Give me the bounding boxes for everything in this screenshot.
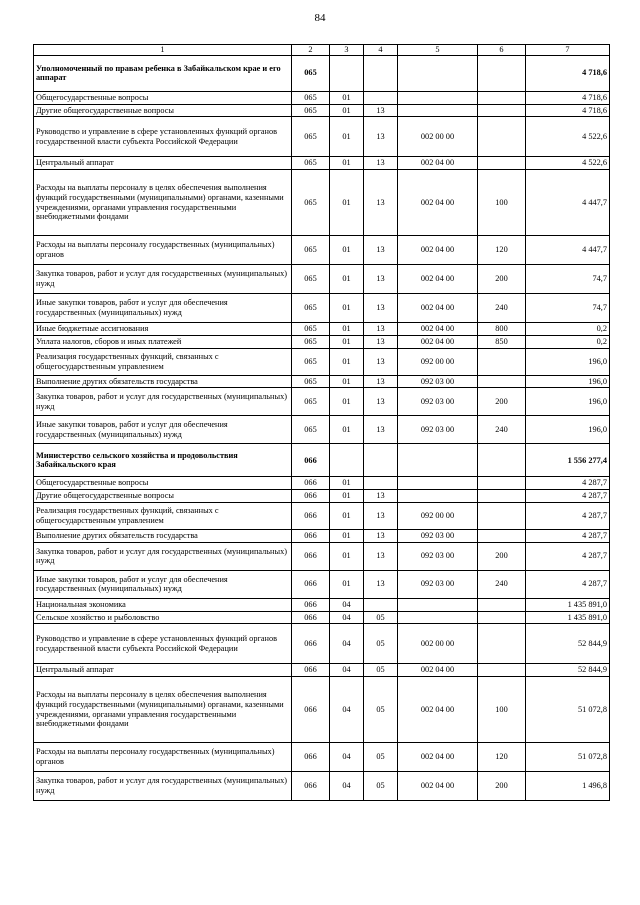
target-article-code (398, 91, 478, 104)
section-code (330, 444, 364, 477)
amount: 4 287,7 (526, 570, 610, 598)
amount: 4 522,6 (526, 157, 610, 170)
subsection-code: 13 (364, 323, 398, 336)
row-description: Общегосударственные вопросы (34, 91, 292, 104)
ministry-code: 066 (292, 743, 330, 772)
expense-type-code: 800 (478, 323, 526, 336)
subsection-code: 13 (364, 530, 398, 543)
table-row (34, 530, 610, 543)
ministry-code: 065 (292, 157, 330, 170)
table-row (34, 743, 610, 772)
ministry-code: 065 (292, 375, 330, 388)
amount: 196,0 (526, 375, 610, 388)
subsection-code: 13 (364, 157, 398, 170)
section-code: 04 (330, 772, 364, 801)
ministry-code: 066 (292, 664, 330, 677)
target-article-code (398, 477, 478, 490)
expense-type-code: 240 (478, 570, 526, 598)
expense-type-code (478, 624, 526, 664)
subsection-code: 13 (364, 104, 398, 117)
amount: 4 287,7 (526, 490, 610, 503)
section-code: 01 (330, 323, 364, 336)
section-code: 01 (330, 170, 364, 236)
section-code: 01 (330, 388, 364, 416)
amount: 4 447,7 (526, 236, 610, 265)
ministry-code: 066 (292, 490, 330, 503)
row-description: Выполнение других обязательств государства (34, 530, 292, 543)
amount: 4 287,7 (526, 503, 610, 530)
row-description: Уплата налогов, сборов и иных платежей (34, 335, 292, 348)
row-description: Закупка товаров, работ и услуг для государственных (муниципальных) нужд (34, 265, 292, 294)
ministry-code: 065 (292, 294, 330, 323)
expense-type-code (478, 611, 526, 624)
target-article-code: 002 04 00 (398, 294, 478, 323)
amount: 196,0 (526, 348, 610, 375)
table-row (34, 624, 610, 664)
section-code: 01 (330, 570, 364, 598)
row-description: Уполномоченный по правам ребенка в Забайкальском крае и его аппарат (34, 55, 292, 91)
table-row (34, 490, 610, 503)
subsection-code: 13 (364, 170, 398, 236)
subsection-code: 13 (364, 490, 398, 503)
subsection-code (364, 598, 398, 611)
row-description: Закупка товаров, работ и услуг для государственных (муниципальных) нужд (34, 388, 292, 416)
table-row (34, 157, 610, 170)
section-code: 01 (330, 542, 364, 570)
section-code (330, 55, 364, 91)
section-code: 01 (330, 236, 364, 265)
amount: 0,2 (526, 323, 610, 336)
expense-type-code (478, 490, 526, 503)
row-description: Сельское хозяйство и рыболовство (34, 611, 292, 624)
amount: 4 718,6 (526, 91, 610, 104)
expense-type-code (478, 117, 526, 157)
table-row (34, 477, 610, 490)
expense-type-code: 200 (478, 772, 526, 801)
ministry-code: 065 (292, 117, 330, 157)
row-description: Иные закупки товаров, работ и услуг для обеспечения государственных (муниципальных) нужд (34, 416, 292, 444)
expense-type-code (478, 91, 526, 104)
subsection-code (364, 91, 398, 104)
section-code: 01 (330, 477, 364, 490)
ministry-code: 066 (292, 570, 330, 598)
section-code: 01 (330, 265, 364, 294)
amount: 1 496,8 (526, 772, 610, 801)
row-description: Руководство и управление в сфере установленных функций органов государственной власти субъекта Российской Федерации (34, 624, 292, 664)
amount: 74,7 (526, 265, 610, 294)
expense-type-code: 240 (478, 294, 526, 323)
row-description: Центральный аппарат (34, 664, 292, 677)
target-article-code: 002 00 00 (398, 624, 478, 664)
expense-type-code (478, 598, 526, 611)
subsection-code: 13 (364, 294, 398, 323)
row-description: Общегосударственные вопросы (34, 477, 292, 490)
target-article-code: 092 03 00 (398, 542, 478, 570)
amount: 0,2 (526, 335, 610, 348)
amount: 4 718,6 (526, 55, 610, 91)
ministry-code: 066 (292, 611, 330, 624)
target-article-code (398, 490, 478, 503)
expense-type-code: 240 (478, 416, 526, 444)
ministry-code: 065 (292, 170, 330, 236)
expense-type-code (478, 530, 526, 543)
row-description: Иные бюджетные ассигнования (34, 323, 292, 336)
subsection-code: 05 (364, 772, 398, 801)
column-header: 1 (34, 45, 292, 56)
table-row (34, 416, 610, 444)
subsection-code: 13 (364, 117, 398, 157)
ministry-code: 065 (292, 416, 330, 444)
row-description: Национальная экономика (34, 598, 292, 611)
amount: 4 287,7 (526, 530, 610, 543)
subsection-code: 13 (364, 236, 398, 265)
amount: 52 844,9 (526, 624, 610, 664)
amount: 51 072,8 (526, 743, 610, 772)
target-article-code: 092 03 00 (398, 375, 478, 388)
table-row (34, 335, 610, 348)
amount: 1 556 277,4 (526, 444, 610, 477)
ministry-code: 066 (292, 477, 330, 490)
target-article-code: 002 04 00 (398, 743, 478, 772)
page-number: 84 (314, 12, 326, 24)
expense-type-code (478, 55, 526, 91)
column-header: 2 (292, 45, 330, 56)
expense-type-code: 200 (478, 542, 526, 570)
expense-type-code (478, 444, 526, 477)
ministry-code: 066 (292, 542, 330, 570)
row-description: Другие общегосударственные вопросы (34, 490, 292, 503)
column-header: 7 (526, 45, 610, 56)
section-code: 04 (330, 624, 364, 664)
expense-type-code (478, 664, 526, 677)
target-article-code: 002 04 00 (398, 236, 478, 265)
row-description: Руководство и управление в сфере установленных функций органов государственной власти субъекта Российской Федерации (34, 117, 292, 157)
table-row (34, 570, 610, 598)
table-row (34, 444, 610, 477)
section-code: 01 (330, 416, 364, 444)
expense-type-code: 850 (478, 335, 526, 348)
table-row (34, 294, 610, 323)
section-code: 01 (330, 375, 364, 388)
section-code: 01 (330, 117, 364, 157)
budget-table (33, 44, 610, 801)
table-row (34, 91, 610, 104)
row-description: Другие общегосударственные вопросы (34, 104, 292, 117)
amount: 74,7 (526, 294, 610, 323)
expense-type-code: 100 (478, 170, 526, 236)
table-row (34, 542, 610, 570)
table-row (34, 236, 610, 265)
section-code: 04 (330, 664, 364, 677)
table-row (34, 170, 610, 236)
amount: 196,0 (526, 388, 610, 416)
expense-type-code: 100 (478, 677, 526, 743)
row-description: Расходы на выплаты персоналу в целях обеспечения выполнения функций государственными (муниципальными) органами, казенными учреждениями, органами управления государственными внебюджетными фондами (34, 677, 292, 743)
expense-type-code (478, 348, 526, 375)
table-row (34, 598, 610, 611)
target-article-code: 002 04 00 (398, 335, 478, 348)
table-row (34, 375, 610, 388)
amount: 4 287,7 (526, 477, 610, 490)
table-row (34, 772, 610, 801)
section-code: 01 (330, 503, 364, 530)
subsection-code (364, 55, 398, 91)
subsection-code: 05 (364, 611, 398, 624)
expense-type-code: 200 (478, 388, 526, 416)
column-header: 6 (478, 45, 526, 56)
section-code: 04 (330, 598, 364, 611)
amount: 4 287,7 (526, 542, 610, 570)
table-row (34, 348, 610, 375)
ministry-code: 065 (292, 236, 330, 265)
table-row (34, 503, 610, 530)
target-article-code: 092 03 00 (398, 570, 478, 598)
section-code: 04 (330, 677, 364, 743)
amount: 4 447,7 (526, 170, 610, 236)
target-article-code (398, 55, 478, 91)
table-row (34, 323, 610, 336)
table-row (34, 664, 610, 677)
target-article-code: 002 04 00 (398, 677, 478, 743)
section-code: 01 (330, 530, 364, 543)
table-row (34, 388, 610, 416)
subsection-code: 13 (364, 542, 398, 570)
ministry-code: 065 (292, 91, 330, 104)
table-header-row (34, 45, 610, 56)
row-description: Выполнение других обязательств государства (34, 375, 292, 388)
amount: 1 435 891,0 (526, 611, 610, 624)
expense-type-code (478, 477, 526, 490)
target-article-code: 092 03 00 (398, 530, 478, 543)
section-code: 01 (330, 348, 364, 375)
section-code: 01 (330, 91, 364, 104)
subsection-code: 05 (364, 677, 398, 743)
expense-type-code: 120 (478, 743, 526, 772)
target-article-code: 092 03 00 (398, 416, 478, 444)
section-code: 01 (330, 335, 364, 348)
target-article-code: 002 04 00 (398, 157, 478, 170)
ministry-code: 065 (292, 104, 330, 117)
target-article-code: 092 00 00 (398, 348, 478, 375)
target-article-code (398, 611, 478, 624)
table-row (34, 677, 610, 743)
row-description: Закупка товаров, работ и услуг для государственных (муниципальных) нужд (34, 772, 292, 801)
target-article-code: 002 04 00 (398, 323, 478, 336)
ministry-code: 065 (292, 348, 330, 375)
ministry-code: 065 (292, 323, 330, 336)
target-article-code: 092 00 00 (398, 503, 478, 530)
ministry-code: 065 (292, 265, 330, 294)
target-article-code: 002 04 00 (398, 664, 478, 677)
subsection-code: 13 (364, 265, 398, 294)
target-article-code: 092 03 00 (398, 388, 478, 416)
subsection-code (364, 477, 398, 490)
row-description: Расходы на выплаты персоналу в целях обеспечения выполнения функций государственными (муниципальными) органами, казенными учреждениями, органами управления государственными внебюджетными фондами (34, 170, 292, 236)
row-description: Иные закупки товаров, работ и услуг для обеспечения государственных (муниципальных) нужд (34, 294, 292, 323)
target-article-code: 002 04 00 (398, 265, 478, 294)
amount: 196,0 (526, 416, 610, 444)
target-article-code (398, 104, 478, 117)
expense-type-code (478, 503, 526, 530)
target-article-code (398, 444, 478, 477)
ministry-code: 065 (292, 335, 330, 348)
row-description: Расходы на выплаты персоналу государственных (муниципальных) органов (34, 743, 292, 772)
subsection-code: 13 (364, 335, 398, 348)
section-code: 01 (330, 157, 364, 170)
subsection-code: 13 (364, 348, 398, 375)
expense-type-code: 200 (478, 265, 526, 294)
ministry-code: 066 (292, 598, 330, 611)
subsection-code: 05 (364, 664, 398, 677)
subsection-code: 13 (364, 388, 398, 416)
table-row (34, 611, 610, 624)
table-row (34, 117, 610, 157)
section-code: 01 (330, 294, 364, 323)
amount: 52 844,9 (526, 664, 610, 677)
row-description: Министерство сельского хозяйства и продовольствия Забайкальского края (34, 444, 292, 477)
target-article-code (398, 598, 478, 611)
subsection-code: 05 (364, 624, 398, 664)
row-description: Закупка товаров, работ и услуг для государственных (муниципальных) нужд (34, 542, 292, 570)
ministry-code: 066 (292, 772, 330, 801)
amount: 1 435 891,0 (526, 598, 610, 611)
ministry-code: 065 (292, 388, 330, 416)
ministry-code: 066 (292, 677, 330, 743)
target-article-code: 002 04 00 (398, 772, 478, 801)
row-description: Центральный аппарат (34, 157, 292, 170)
subsection-code: 13 (364, 416, 398, 444)
table-row (34, 265, 610, 294)
ministry-code: 066 (292, 444, 330, 477)
table-row (34, 104, 610, 117)
section-code: 04 (330, 743, 364, 772)
expense-type-code: 120 (478, 236, 526, 265)
target-article-code: 002 00 00 (398, 117, 478, 157)
row-description: Иные закупки товаров, работ и услуг для обеспечения государственных (муниципальных) нужд (34, 570, 292, 598)
ministry-code: 066 (292, 530, 330, 543)
subsection-code: 13 (364, 503, 398, 530)
row-description: Реализация государственных функций, связанных с общегосударственным управлением (34, 503, 292, 530)
section-code: 01 (330, 104, 364, 117)
subsection-code (364, 444, 398, 477)
subsection-code: 13 (364, 375, 398, 388)
column-header: 3 (330, 45, 364, 56)
expense-type-code (478, 157, 526, 170)
amount: 51 072,8 (526, 677, 610, 743)
column-header: 4 (364, 45, 398, 56)
column-header: 5 (398, 45, 478, 56)
subsection-code: 13 (364, 570, 398, 598)
section-code: 04 (330, 611, 364, 624)
amount: 4 718,6 (526, 104, 610, 117)
section-code: 01 (330, 490, 364, 503)
ministry-code: 066 (292, 624, 330, 664)
ministry-code: 066 (292, 503, 330, 530)
subsection-code: 05 (364, 743, 398, 772)
amount: 4 522,6 (526, 117, 610, 157)
table-row (34, 55, 610, 91)
row-description: Реализация государственных функций, связанных с общегосударственным управлением (34, 348, 292, 375)
target-article-code: 002 04 00 (398, 170, 478, 236)
expense-type-code (478, 375, 526, 388)
ministry-code: 065 (292, 55, 330, 91)
row-description: Расходы на выплаты персоналу государственных (муниципальных) органов (34, 236, 292, 265)
expense-type-code (478, 104, 526, 117)
